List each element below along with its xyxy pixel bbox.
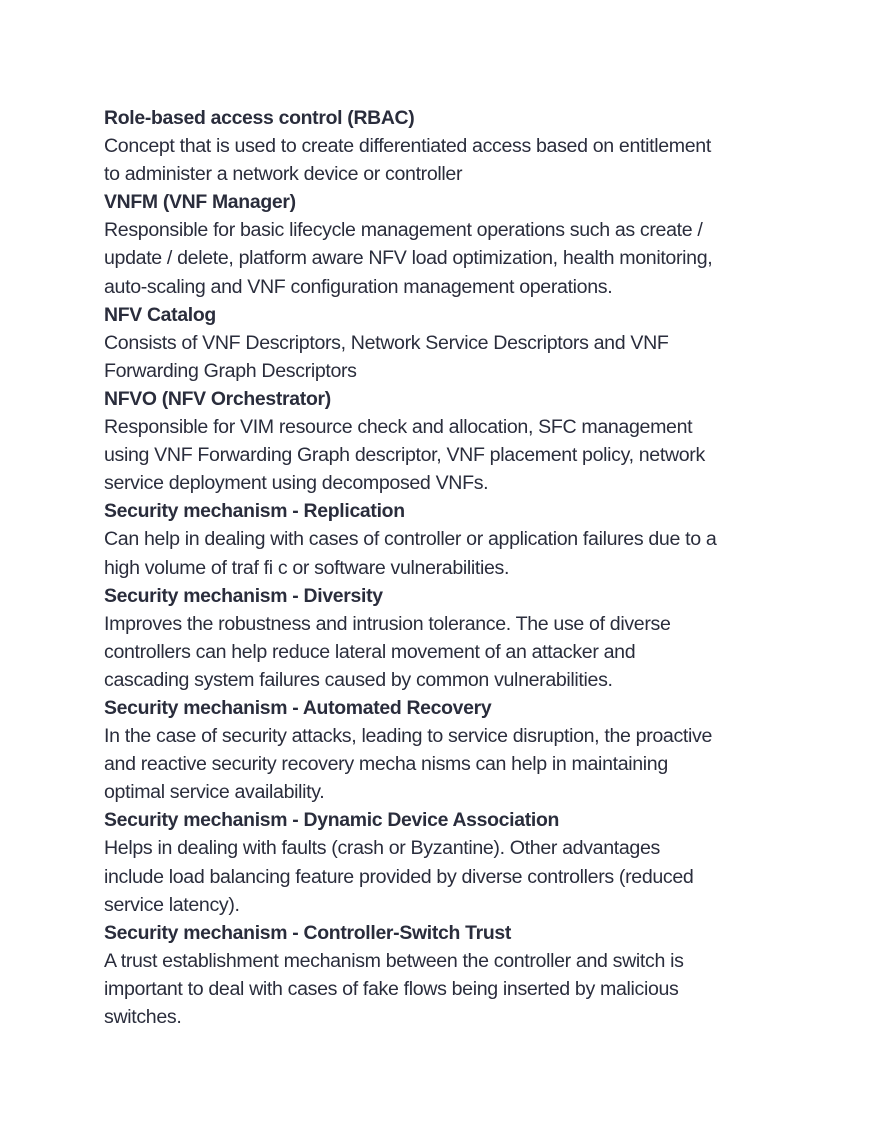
- definition-line: cascading system failures caused by common vulnerabilities.: [104, 668, 613, 691]
- definition-line: Helps in dealing with faults (crash or Byzantine). Other advantages: [104, 837, 660, 860]
- glossary-entry: [104, 919, 794, 1031]
- term-definition: [104, 834, 794, 918]
- definition-line: to administer a network device or controller: [104, 163, 463, 186]
- definition-line: controllers can help reduce lateral movement of an attacker and: [104, 640, 636, 663]
- definition-line: optimal service availability.: [104, 781, 325, 804]
- term-definition: [104, 722, 794, 806]
- term-title: Security mechanism - Replication: [104, 500, 405, 523]
- definition-line: Responsible for VIM resource check and allocation, SFC management: [104, 416, 693, 439]
- glossary-entry: [104, 385, 794, 497]
- glossary-page: [104, 104, 794, 1031]
- term-title: NFV Catalog: [104, 303, 216, 326]
- term-title: Security mechanism - Dynamic Device Association: [104, 809, 560, 832]
- definition-line: service deployment using decomposed VNFs.: [104, 472, 489, 495]
- definition-line: update / delete, platform aware NFV load optimization, health monitoring,: [104, 247, 713, 270]
- definition-line: switches.: [104, 1006, 182, 1028]
- definition-line: auto-scaling and VNF configuration management operations.: [104, 275, 613, 298]
- term-title: Security mechanism - Diversity: [104, 584, 383, 607]
- term-definition: [104, 216, 794, 300]
- term-definition: [104, 525, 794, 581]
- term-title: Security mechanism - Automated Recovery: [104, 696, 492, 719]
- definition-line: important to deal with cases of fake flows being inserted by malicious: [104, 977, 679, 1000]
- definition-line: and reactive security recovery mecha nisms can help in maintaining: [104, 753, 668, 776]
- term-definition: [104, 610, 794, 694]
- term-definition: [104, 132, 794, 188]
- term-definition: [104, 947, 794, 1031]
- term-title: Role-based access control (RBAC): [104, 107, 415, 129]
- glossary-entry: [104, 188, 794, 300]
- definition-line: In the case of security attacks, leading to service disruption, the proactive: [104, 725, 713, 748]
- definition-line: high volume of traf fi c or software vulnerabilities.: [104, 556, 510, 579]
- definition-line: service latency).: [104, 893, 240, 916]
- definition-line: include load balancing feature provided by diverse controllers (reduced: [104, 865, 694, 888]
- definition-line: using VNF Forwarding Graph descriptor, VNF placement policy, network: [104, 444, 705, 467]
- definition-line: Consists of VNF Descriptors, Network Service Descriptors and VNF: [104, 331, 669, 354]
- term-title: Security mechanism - Controller-Switch Trust: [104, 921, 512, 944]
- definition-line: Can help in dealing with cases of controller or application failures due to a: [104, 528, 717, 551]
- glossary-entry: [104, 497, 794, 581]
- definition-line: Forwarding Graph Descriptors: [104, 359, 357, 382]
- term-definition: [104, 329, 794, 385]
- term-title: NFVO (NFV Orchestrator): [104, 387, 331, 410]
- glossary-entry: [104, 694, 794, 806]
- glossary-entry: [104, 104, 794, 188]
- definition-line: Responsible for basic lifecycle management operations such as create /: [104, 219, 703, 242]
- definition-line: Concept that is used to create differentiated access based on entitlement: [104, 135, 711, 158]
- glossary-entry: [104, 582, 794, 694]
- glossary-entry: [104, 806, 794, 918]
- term-definition: [104, 413, 794, 497]
- definition-line: A trust establishment mechanism between the controller and switch is: [104, 949, 684, 972]
- definition-line: Improves the robustness and intrusion tolerance. The use of diverse: [104, 612, 671, 635]
- term-title: VNFM (VNF Manager): [104, 191, 296, 214]
- glossary-entry: [104, 301, 794, 385]
